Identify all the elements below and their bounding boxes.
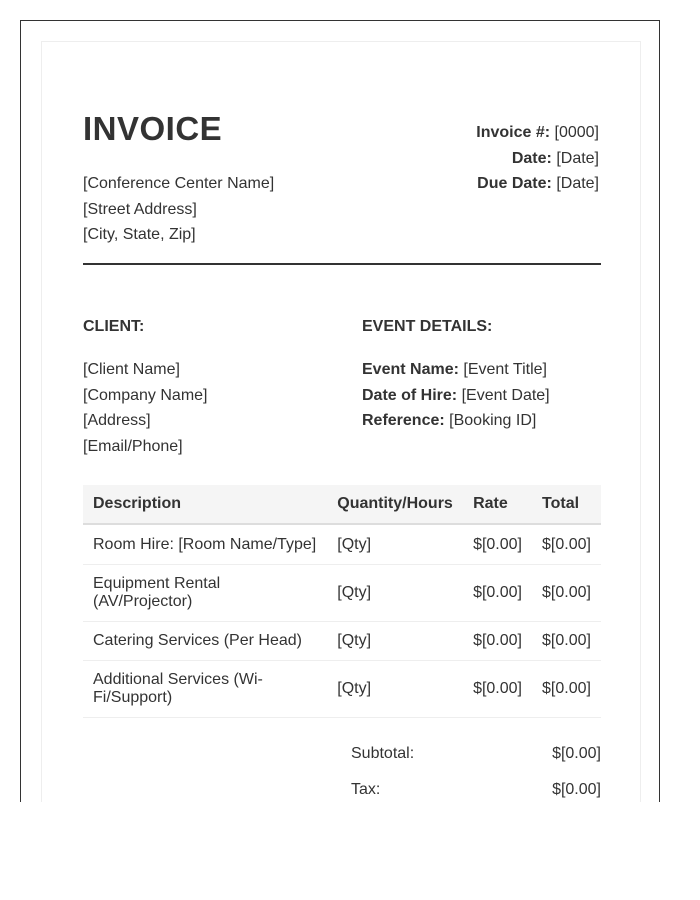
table-header-row bbox=[83, 485, 601, 524]
invoice-number-label: Invoice #: bbox=[476, 124, 551, 141]
column-header-description: Description bbox=[83, 485, 327, 524]
row-quantity: [Qty] bbox=[327, 524, 463, 565]
client-company: [Company Name] bbox=[83, 386, 208, 404]
invoice-number-value: [0000] bbox=[554, 124, 599, 141]
event-reference-value: [Booking ID] bbox=[449, 412, 537, 429]
client-address: [Address] bbox=[83, 412, 151, 429]
row-description: Catering Services (Per Head) bbox=[83, 622, 327, 661]
tax-value: $[0.00] bbox=[552, 781, 601, 798]
row-description: Room Hire: [Room Name/Type] bbox=[83, 524, 327, 565]
row-description: Additional Services (Wi-Fi/Support) bbox=[83, 661, 327, 718]
invoice-card bbox=[41, 41, 641, 802]
invoice-date-row bbox=[476, 146, 599, 172]
invoice-frame bbox=[20, 20, 660, 802]
row-total: $[0.00] bbox=[532, 622, 601, 661]
row-rate: $[0.00] bbox=[463, 565, 532, 622]
totals-block bbox=[351, 742, 601, 802]
invoice-date-label: Date: bbox=[511, 149, 552, 167]
event-reference-row bbox=[362, 408, 550, 434]
event-date-label: Date of Hire: bbox=[362, 386, 458, 404]
table-row bbox=[83, 622, 601, 661]
column-header-total: Total bbox=[532, 485, 601, 524]
row-total: $[0.00] bbox=[532, 524, 601, 565]
line-items-table bbox=[83, 485, 601, 718]
table-row bbox=[83, 524, 601, 565]
row-description: Equipment Rental (AV/Projector) bbox=[83, 565, 327, 622]
row-rate: $[0.00] bbox=[463, 622, 532, 661]
client-heading: CLIENT: bbox=[83, 318, 145, 335]
row-total: $[0.00] bbox=[532, 565, 601, 622]
column-header-quantity: Quantity/Hours bbox=[327, 485, 463, 524]
event-details-heading: EVENT DETAILS: bbox=[362, 318, 493, 335]
row-quantity: [Qty] bbox=[327, 565, 463, 622]
invoice-due-date-value: [Date] bbox=[556, 175, 599, 192]
sender-city: [City, State, Zip] bbox=[83, 226, 196, 243]
table-row bbox=[83, 565, 601, 622]
event-date-value: [Event Date] bbox=[461, 386, 550, 404]
event-date-row bbox=[362, 383, 550, 409]
row-quantity: [Qty] bbox=[327, 622, 463, 661]
invoice-number-row bbox=[476, 120, 599, 146]
subtotal-label: Subtotal: bbox=[351, 745, 415, 762]
client-details bbox=[83, 357, 208, 459]
client-contact: [Email/Phone] bbox=[83, 437, 183, 455]
column-header-rate: Rate bbox=[463, 485, 532, 524]
invoice-meta bbox=[476, 120, 599, 197]
event-details bbox=[362, 357, 550, 434]
row-rate: $[0.00] bbox=[463, 524, 532, 565]
table-row bbox=[83, 661, 601, 718]
tax-row bbox=[351, 778, 601, 802]
invoice-due-date-label: Due Date: bbox=[477, 175, 552, 192]
row-total: $[0.00] bbox=[532, 661, 601, 718]
event-name-row bbox=[362, 357, 550, 383]
sender-street: [Street Address] bbox=[83, 200, 197, 218]
client-name: [Client Name] bbox=[83, 361, 180, 378]
subtotal-row bbox=[351, 742, 601, 778]
event-name-value: [Event Title] bbox=[463, 361, 547, 378]
invoice-date-value: [Date] bbox=[556, 149, 599, 167]
sender-address bbox=[83, 171, 274, 248]
row-quantity: [Qty] bbox=[327, 661, 463, 718]
row-rate: $[0.00] bbox=[463, 661, 532, 718]
event-name-label: Event Name: bbox=[362, 361, 459, 378]
subtotal-value: $[0.00] bbox=[552, 745, 601, 762]
sender-name: [Conference Center Name] bbox=[83, 175, 275, 192]
header-divider bbox=[83, 263, 601, 265]
invoice-title: INVOICE bbox=[83, 110, 223, 147]
invoice-due-date-row bbox=[476, 171, 599, 197]
event-reference-label: Reference: bbox=[362, 412, 445, 429]
tax-label: Tax: bbox=[351, 781, 381, 798]
